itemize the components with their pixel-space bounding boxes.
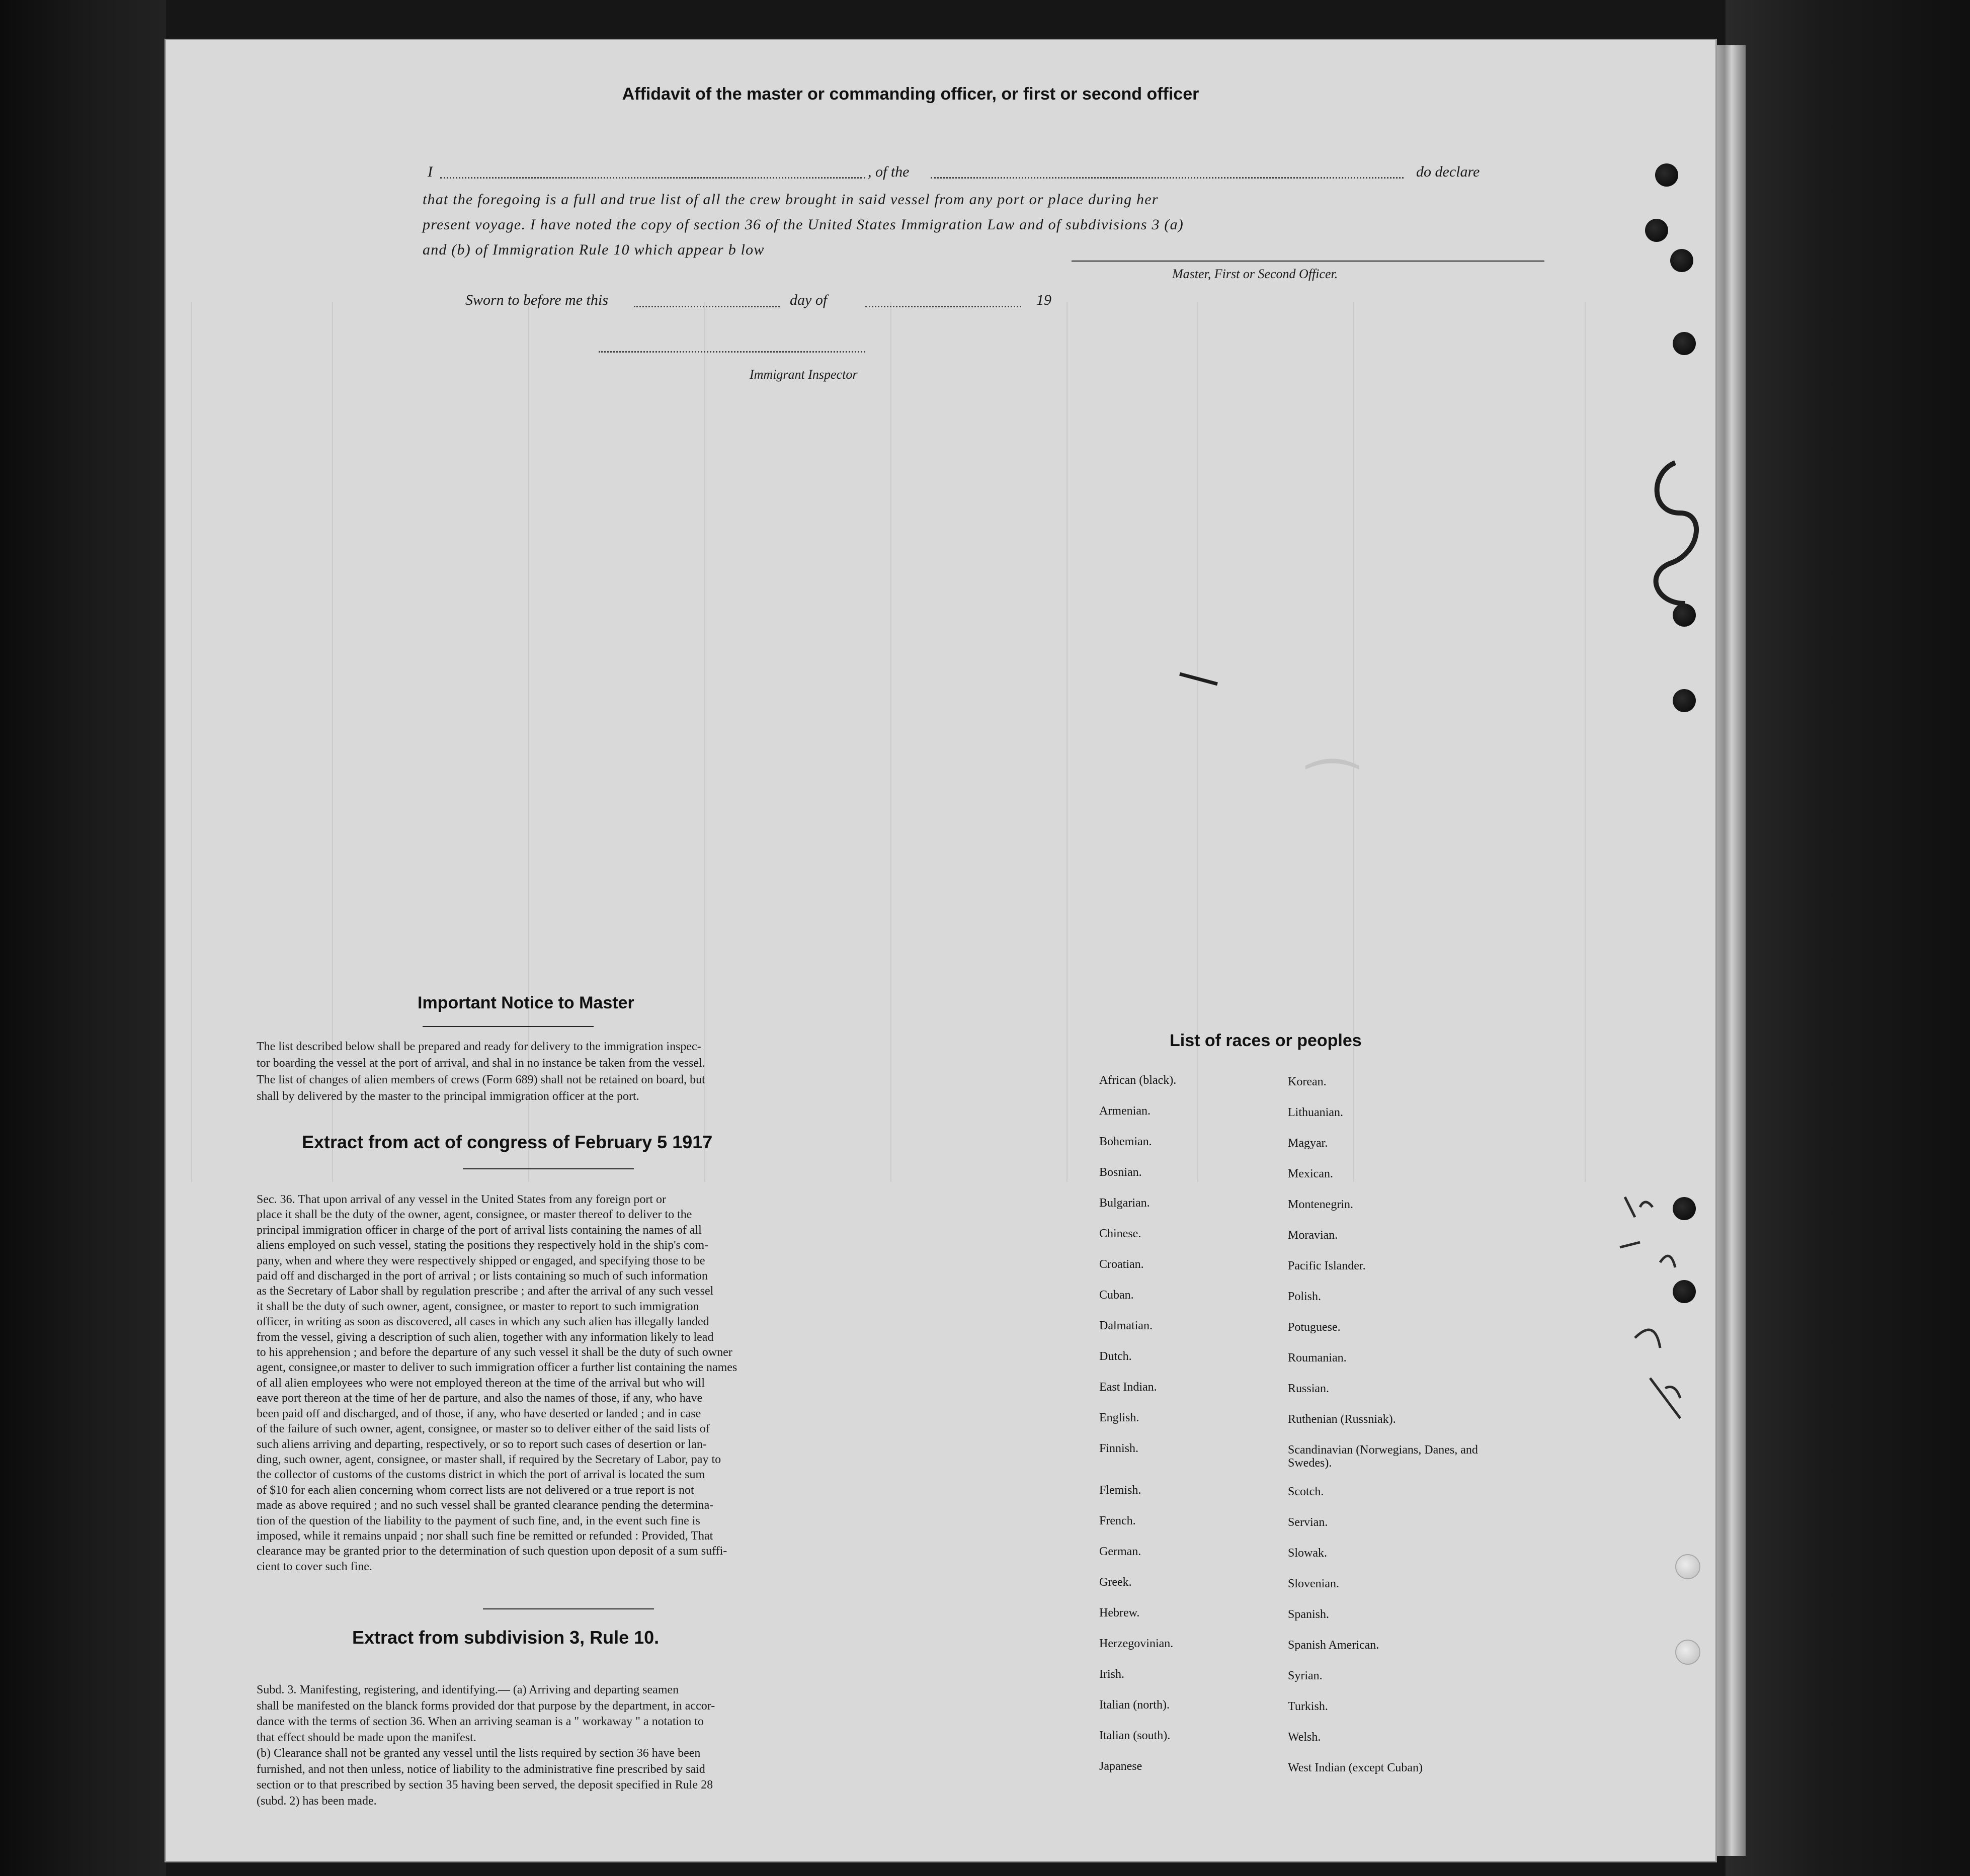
race-item: Potuguese.: [1288, 1321, 1341, 1334]
punch-hole: [1645, 219, 1668, 242]
inspector-signature-line: [599, 351, 865, 353]
race-item: French.: [1099, 1514, 1136, 1527]
race-item: Bulgarian.: [1099, 1197, 1150, 1210]
race-item: Chinese.: [1099, 1227, 1141, 1240]
act-line: ding, such owner, agent, consignee, or master shall, if required by the Secretary of Labor, pay to: [257, 1453, 721, 1466]
inspector-label: Immigrant Inspector: [750, 367, 858, 382]
act-line: imposed, while it remains unpaid ; nor shall such fine be remitted or refunded : Provided, That: [257, 1529, 713, 1543]
race-item: Croatian.: [1099, 1258, 1144, 1271]
race-item: Slovenian.: [1288, 1577, 1339, 1590]
act-line: officer, in writing as soon as discovered, all cases in which any such alien has illegally landed: [257, 1315, 709, 1329]
notice-line: The list described below shall be prepared and ready for delivery to the immigration inspec-: [257, 1040, 701, 1053]
act-line: agent, consignee,or master to deliver to such immigration officer a further list containing the names: [257, 1361, 737, 1375]
races-title: List of races or peoples: [1170, 1031, 1362, 1050]
race-item: Servian.: [1288, 1516, 1328, 1529]
extract-rule-top-rule: [483, 1608, 654, 1609]
act-line: as the Secretary of Labor shall by regulation prescribe ; and after the arrival of any such vessel: [257, 1285, 714, 1298]
race-item: Japanese: [1099, 1760, 1142, 1773]
affidavit-line1-of-the: , of the: [868, 163, 910, 180]
act-line: place it shall be the duty of the owner, agent, consignee, or master thereof to deliver to the: [257, 1208, 692, 1222]
race-item: Armenian.: [1099, 1104, 1151, 1118]
race-item: Greek.: [1099, 1576, 1132, 1589]
affidavit-line1-i: I: [428, 163, 433, 180]
race-item: German.: [1099, 1545, 1141, 1558]
act-line: of all alien employees who were not employed thereon at the time of the arrival but who will: [257, 1376, 705, 1390]
race-item: Slowak.: [1288, 1547, 1327, 1560]
sworn-day-blank: [634, 306, 780, 307]
punch-hole: [1673, 332, 1696, 355]
sworn-month-blank: [865, 306, 1021, 307]
rule-line: that effect should be made upon the manifest.: [257, 1731, 476, 1744]
race-item: African (black).: [1099, 1074, 1177, 1087]
race-item: Welsh.: [1288, 1731, 1321, 1744]
act-line: it shall be the duty of such owner, agent, consignee, or master to report to such immigration: [257, 1300, 699, 1313]
rule-line: dance with the terms of section 36. When an arriving seaman is a " workaway " a notation to: [257, 1715, 704, 1728]
master-signature-line: [1072, 261, 1544, 262]
notice-line: shall by delivered by the master to the principal immigration officer at the port.: [257, 1090, 639, 1103]
race-item: Ruthenian (Russniak).: [1288, 1413, 1396, 1426]
affidavit-body-line2: that the foregoing is a full and true list of all the crew brought in said vessel from any port or place during her: [423, 191, 1159, 208]
affidavit-body-line4: and (b) of Immigration Rule 10 which appear b low: [423, 241, 765, 258]
notice-title-rule: [423, 1026, 594, 1027]
affidavit-title: Affidavit of the master or commanding officer, or first or second officer: [622, 84, 1199, 104]
act-line: made as above required ; and no such vessel shall be granted clearance pending the determina-: [257, 1499, 714, 1512]
extract-rule-text: [257, 1682, 996, 1809]
act-line: clearance may be granted prior to the determination of such question upon deposit of a sum suffi-: [257, 1545, 727, 1558]
scanner-background-right: [1726, 0, 1970, 1876]
race-item: Cuban.: [1099, 1289, 1134, 1302]
punch-hole: [1675, 1640, 1700, 1665]
act-line: paid off and discharged in the port of arrival ; or lists containing so much of such information: [257, 1269, 708, 1283]
race-item: Magyar.: [1288, 1137, 1328, 1150]
race-item: Finnish.: [1099, 1442, 1139, 1455]
sworn-day-of: day of: [790, 292, 828, 308]
race-item: Hebrew.: [1099, 1606, 1140, 1619]
race-item: Irish.: [1099, 1668, 1124, 1681]
race-item: Moravian.: [1288, 1229, 1338, 1242]
act-line: principal immigration officer in charge of the port of arrival lists containing the names of all: [257, 1223, 702, 1237]
race-item: Scandinavian (Norwegians, Danes, and Swedes).: [1288, 1443, 1478, 1470]
rule-line: Subd. 3. Manifesting, registering, and identifying.— (a) Arriving and departing seamen: [257, 1683, 679, 1696]
race-item: Spanish.: [1288, 1608, 1330, 1621]
extract-act-title: Extract from act of congress of February 5 1917: [302, 1132, 713, 1152]
act-line: to his apprehension ; and before the departure of any such vessel it shall be the duty of such owner: [257, 1346, 732, 1359]
act-line: been paid off and discharged, and of those, if any, who have deserted or landed ; and in case: [257, 1407, 701, 1420]
extract-act-title-rule: [463, 1168, 634, 1169]
rule-line: (b) Clearance shall not be granted any vessel until the lists required by section 36 have been: [257, 1747, 701, 1760]
act-line: eave port thereon at the time of her de parture, and also the names of those, if any, who have: [257, 1392, 703, 1405]
bleed-through-rule: [1066, 302, 1068, 1182]
extract-rule-title: Extract from subdivision 3, Rule 10.: [352, 1627, 660, 1648]
race-item: English.: [1099, 1411, 1139, 1424]
race-item: Italian (north).: [1099, 1698, 1170, 1712]
page-stack-edge: [1710, 45, 1746, 1856]
affidavit-line1-declare: do declare: [1416, 163, 1480, 180]
bleed-through-rule: [1585, 302, 1586, 1182]
notice-title: Important Notice to Master: [418, 993, 634, 1012]
race-item: Turkish.: [1288, 1700, 1328, 1713]
race-item: West Indian (except Cuban): [1288, 1761, 1423, 1774]
notice-line: The list of changes of alien members of crews (Form 689) shall not be retained on board, but: [257, 1073, 705, 1086]
act-line: Sec. 36. That upon arrival of any vessel in the United States from any foreign port or: [257, 1193, 667, 1206]
race-item: Herzegovinian.: [1099, 1637, 1174, 1650]
race-item: Pacific Islander.: [1288, 1259, 1366, 1272]
name-blank: [440, 177, 865, 179]
handwritten-annotation: [1605, 1187, 1705, 1438]
race-item: Korean.: [1288, 1075, 1327, 1088]
race-item: Montenegrin.: [1288, 1198, 1353, 1211]
extract-act-text: [257, 1192, 996, 1574]
race-item: Roumanian.: [1288, 1351, 1347, 1365]
race-item: Dutch.: [1099, 1350, 1132, 1363]
race-item: Polish.: [1288, 1290, 1322, 1303]
punch-hole: [1670, 249, 1693, 272]
rule-line: (subd. 2) has been made.: [257, 1794, 377, 1808]
act-line: of $10 for each alien concerning whom correct lists are not delivered or a true report is not: [257, 1483, 694, 1497]
document-page: [166, 40, 1715, 1861]
race-item: Dalmatian.: [1099, 1319, 1153, 1332]
punch-hole: [1655, 163, 1678, 187]
rule-line: furnished, and not then unless, notice of liability to the administrative fine prescribed by said: [257, 1762, 705, 1776]
master-signature-label: Master, First or Second Officer.: [1172, 267, 1338, 281]
race-item: Russian.: [1288, 1382, 1330, 1395]
notice-text: [257, 1039, 1001, 1105]
race-item: Mexican.: [1288, 1167, 1333, 1180]
scanner-background-left: [0, 0, 166, 1876]
act-line: of the failure of such owner, agent, consignee, or master so to deliver either of the said lists of: [257, 1422, 710, 1436]
race-item: Italian (south).: [1099, 1729, 1171, 1742]
race-item: Syrian.: [1288, 1669, 1323, 1682]
act-line: aliens employed on such vessel, stating the positions they respectively hold in the ship's com-: [257, 1239, 709, 1252]
act-line: the collector of customs of the customs district in which the port of arrival is located the sum: [257, 1468, 705, 1482]
sworn-year: 19: [1036, 292, 1051, 308]
race-item: Lithuanian.: [1288, 1106, 1343, 1119]
race-item: Bohemian.: [1099, 1135, 1152, 1148]
race-item: Flemish.: [1099, 1484, 1141, 1497]
act-line: pany, when and where they were respectively shipped or engaged, and specifying those to be: [257, 1254, 705, 1267]
race-item: Scotch.: [1288, 1485, 1324, 1498]
race-item: Spanish American.: [1288, 1639, 1379, 1652]
race-item: East Indian.: [1099, 1381, 1157, 1394]
race-item: Bosnian.: [1099, 1166, 1142, 1179]
act-line: cient to cover such fine.: [257, 1560, 372, 1573]
act-line: such aliens arriving and departing, respectively, or so to report such cases of desertion or lan-: [257, 1437, 707, 1451]
act-line: tion of the question of the liability to the payment of such fine, and, in the event such fine is: [257, 1514, 700, 1527]
handwritten-mark: [1635, 453, 1710, 614]
rule-line: section or to that prescribed by section 35 having been served, the deposit specified in Rule 28: [257, 1778, 713, 1792]
rule-line: shall be manifested on the blanck forms provided dor that purpose by the department, in accor-: [257, 1699, 715, 1713]
punch-hole: [1675, 1554, 1700, 1579]
notice-line: tor boarding the vessel at the port of arrival, and shal in no instance be taken from the vessel.: [257, 1057, 705, 1070]
punch-hole: [1673, 689, 1696, 712]
bleed-through-glyph: ⁀: [1308, 765, 1357, 833]
sworn-prefix: Sworn to before me this: [465, 292, 608, 308]
act-line: from the vessel, giving a description of such alien, together with any information likely to lead: [257, 1330, 714, 1344]
vessel-blank: [931, 177, 1404, 179]
handwritten-tick: [1177, 669, 1222, 689]
affidavit-body-line3: present voyage. I have noted the copy of section 36 of the United States Immigration Law and of subdivisions 3 (a): [423, 216, 1184, 233]
bleed-through-rule: [191, 302, 192, 1182]
